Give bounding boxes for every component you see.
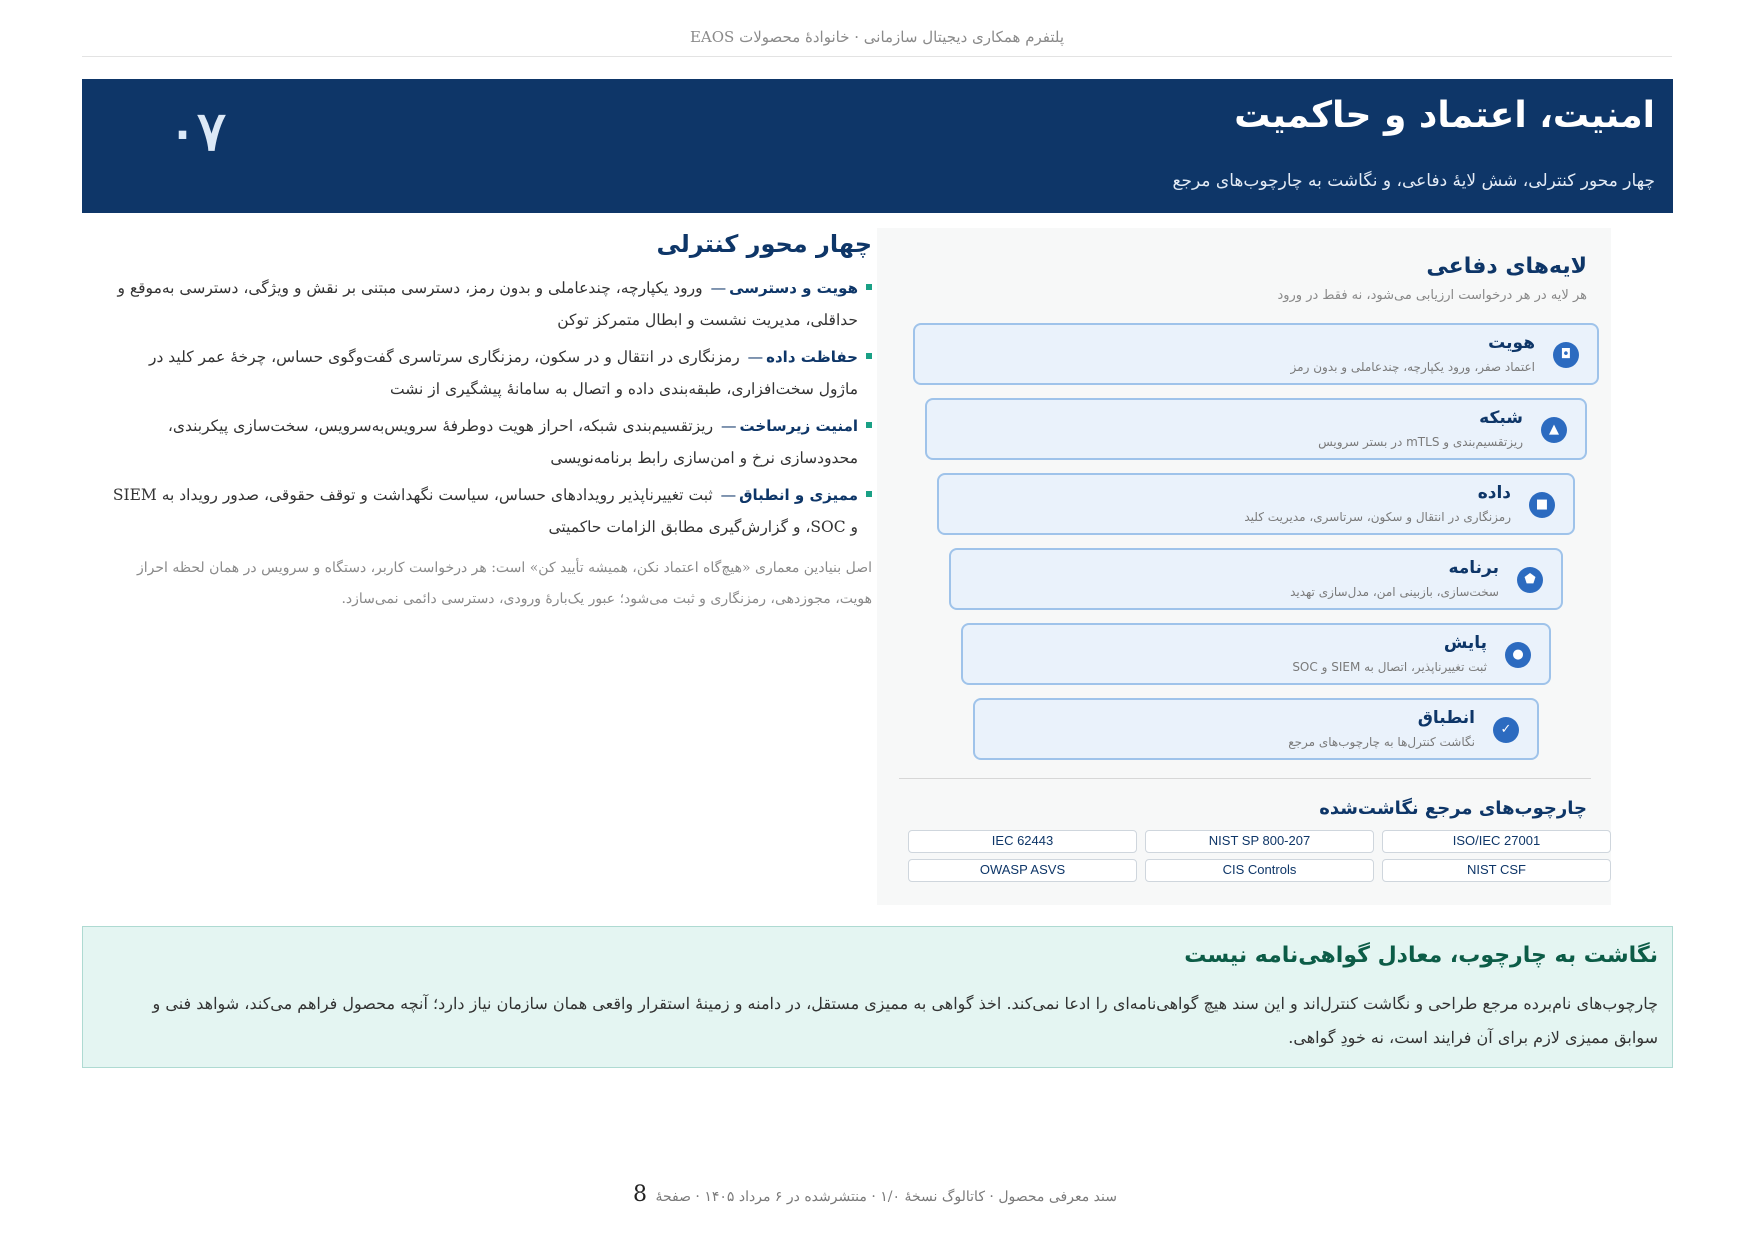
layer-name: هویت — [1488, 333, 1535, 353]
frameworks-grid — [903, 830, 1611, 882]
layer-identity — [913, 323, 1599, 385]
bullet-icon — [866, 422, 872, 428]
bullet-icon — [866, 353, 872, 359]
layer-name: انطباق — [1417, 708, 1475, 728]
id-card-icon: ◘ — [1553, 342, 1579, 368]
axis-text: ریزتقسیم‌بندی شبکه، احراز هویت دوطرفهٔ سرویس‌به‌سرویس، سخت‌سازی پیکربندی، محدودسازی نرخ و امن‌سازی رابط برنامه‌نویسی — [167, 417, 858, 467]
axis-text: ورود یکپارچه، چندعاملی و بدون رمز، دسترسی مبتنی بر نقش و ویژگی، دسترسی به‌موقع و حداقلی، مدیریت نشست و ابطال متمرکز توکن — [117, 279, 858, 329]
figure-title: لایه‌های دفاعی — [1426, 254, 1587, 279]
layer-compliance — [973, 698, 1539, 760]
figure-caption: هر لایه در هر درخواست ارزیابی می‌شود، نه فقط در ورود — [1277, 288, 1587, 303]
axis-item: ممیزی و انطباق— ثبت تغییرناپذیر رویدادهای حساس، سیاست نگهداشت و توقف حقوقی، صدور رویداد به SIEM و SOC، و گزارش‌گیری مطابق الزامات حاکمیتی — [110, 479, 872, 543]
disclaimer-callout — [82, 926, 1673, 1068]
divider — [899, 778, 1591, 779]
axis-item: هویت و دسترسی— ورود یکپارچه، چندعاملی و بدون رمز، دسترسی مبتنی بر نقش و ویژگی، دسترسی به‌موقع و حداقلی، مدیریت نشست و ابطال متمرکز توکن — [110, 272, 872, 336]
framework-chip: IEC 62443 — [908, 830, 1137, 853]
layer-monitoring — [961, 623, 1551, 685]
network-icon: ▲ — [1541, 417, 1567, 443]
callout-title: نگاشت به چارچوب، معادل گواهی‌نامه نیست — [1184, 943, 1658, 968]
frameworks-title: چارچوب‌های مرجع نگاشت‌شده — [1319, 798, 1587, 819]
page-footer — [0, 1182, 1750, 1207]
lock-icon: ■ — [1529, 492, 1555, 518]
chapter-title: امنیت، اعتماد و حاکمیت — [1234, 95, 1655, 136]
running-head: پلتفرم همکاری دیجیتال سازمانی · خانوادهٔ محصولات EAOS — [82, 28, 1672, 57]
axis-text: رمزنگاری در انتقال و در سکون، رمزنگاری سرتاسری گفت‌وگوی حساس، چرخهٔ عمر کلید در ماژول سخت‌افزاری، طبقه‌بندی داده و اتصال به سامانهٔ پیشگیری از نشت — [148, 348, 858, 398]
framework-chip: CIS Controls — [1145, 859, 1374, 882]
bullet-icon — [866, 284, 872, 290]
layer-application — [949, 548, 1563, 610]
axis-term: هویت و دسترسی — [729, 279, 858, 297]
layer-description: ریزتقسیم‌بندی و mTLS در بستر سرویس — [1318, 435, 1523, 449]
layer-name: برنامه — [1448, 558, 1499, 578]
checkmark-icon: ✓ — [1493, 717, 1519, 743]
chapter-number: ۰۷ — [168, 99, 227, 163]
layer-data — [937, 473, 1575, 535]
chapter-banner — [82, 79, 1673, 213]
framework-chip: ISO/IEC 27001 — [1382, 830, 1611, 853]
layer-name: داده — [1477, 483, 1511, 503]
chapter-subtitle: چهار محور کنترلی، شش لایهٔ دفاعی، و نگاشت به چارچوب‌های مرجع — [1172, 171, 1655, 191]
axis-term: حفاظت داده — [766, 348, 858, 366]
bullet-icon — [866, 491, 872, 497]
layer-description: اعتماد صفر، ورود یکپارچه، چندعاملی و بدون رمز — [1290, 360, 1535, 374]
layer-name: شبکه — [1479, 408, 1523, 428]
framework-chip: NIST SP 800-207 — [1145, 830, 1374, 853]
layer-network — [925, 398, 1587, 460]
control-axes-section — [110, 230, 872, 615]
layer-description: رمزنگاری در انتقال و سکون، سرتاسری، مدیریت کلید — [1244, 510, 1511, 524]
architecture-principle: اصل بنیادین معماری «هیچ‌گاه اعتماد نکن، همیشه تأیید کن» است: هر درخواست کاربر، دستگاه و سرویس در همان لحظه احراز هویت، مجوزدهی، رمزنگاری و ثبت می‌شود؛ عبور یک‌بارهٔ ورودی، دسترسی دائمی نمی‌سازد. — [137, 560, 872, 607]
framework-chip: OWASP ASVS — [908, 859, 1137, 882]
axis-item: حفاظت داده— رمزنگاری در انتقال و در سکون، رمزنگاری سرتاسری گفت‌وگوی حساس، چرخهٔ عمر کلید در ماژول سخت‌افزاری، طبقه‌بندی داده و اتصال به سامانهٔ پیشگیری از نشت — [110, 341, 872, 405]
magnifier-icon: ● — [1505, 642, 1531, 668]
axis-term: ممیزی و انطباق — [739, 486, 858, 504]
layer-description: سخت‌سازی، بازبینی امن، مدل‌سازی تهدید — [1290, 585, 1499, 599]
defense-layers-figure — [877, 228, 1611, 905]
footer-text: سند معرفی محصول · کاتالوگ نسخهٔ ۱/۰ · منتشرشده در ۶ مرداد ۱۴۰۵ · صفحهٔ — [655, 1189, 1117, 1205]
layer-description: نگاشت کنترل‌ها به چارچوب‌های مرجع — [1288, 735, 1475, 749]
axis-term: امنیت زیرساخت — [739, 417, 858, 435]
framework-chip: NIST CSF — [1382, 859, 1611, 882]
layer-name: پایش — [1443, 633, 1487, 653]
axis-item: امنیت زیرساخت— ریزتقسیم‌بندی شبکه، احراز هویت دوطرفهٔ سرویس‌به‌سرویس، سخت‌سازی پیکربندی، محدودسازی نرخ و امن‌سازی رابط برنامه‌نویسی — [110, 410, 872, 474]
section-heading: چهار محور کنترلی — [656, 230, 872, 258]
axis-text: ثبت تغییرناپذیر رویدادهای حساس، سیاست نگهداشت و توقف حقوقی، صدور رویداد به SIEM و SOC، و گزارش‌گیری مطابق الزامات حاکمیتی — [112, 486, 858, 536]
page-number: 8 — [633, 1182, 648, 1207]
layer-description: ثبت تغییرناپذیر، اتصال به SIEM و SOC — [1292, 660, 1487, 674]
shield-icon: ⬟ — [1517, 567, 1543, 593]
callout-body: چارچوب‌های نام‌برده مرجع طراحی و نگاشت کنترل‌اند و این سند هیچ گواهی‌نامه‌ای را ادعا نمی‌کند. اخذ گواهی به ممیزی مستقل، در دامنه و زمینهٔ استقرار واقعی همان سازمان نیاز دارد؛ آنچه محصول فراهم می‌کند، شواهد فنی و سوابق ممیزی لازم برای آن فرایند است، نه خودِ گواهی. — [152, 994, 1658, 1047]
